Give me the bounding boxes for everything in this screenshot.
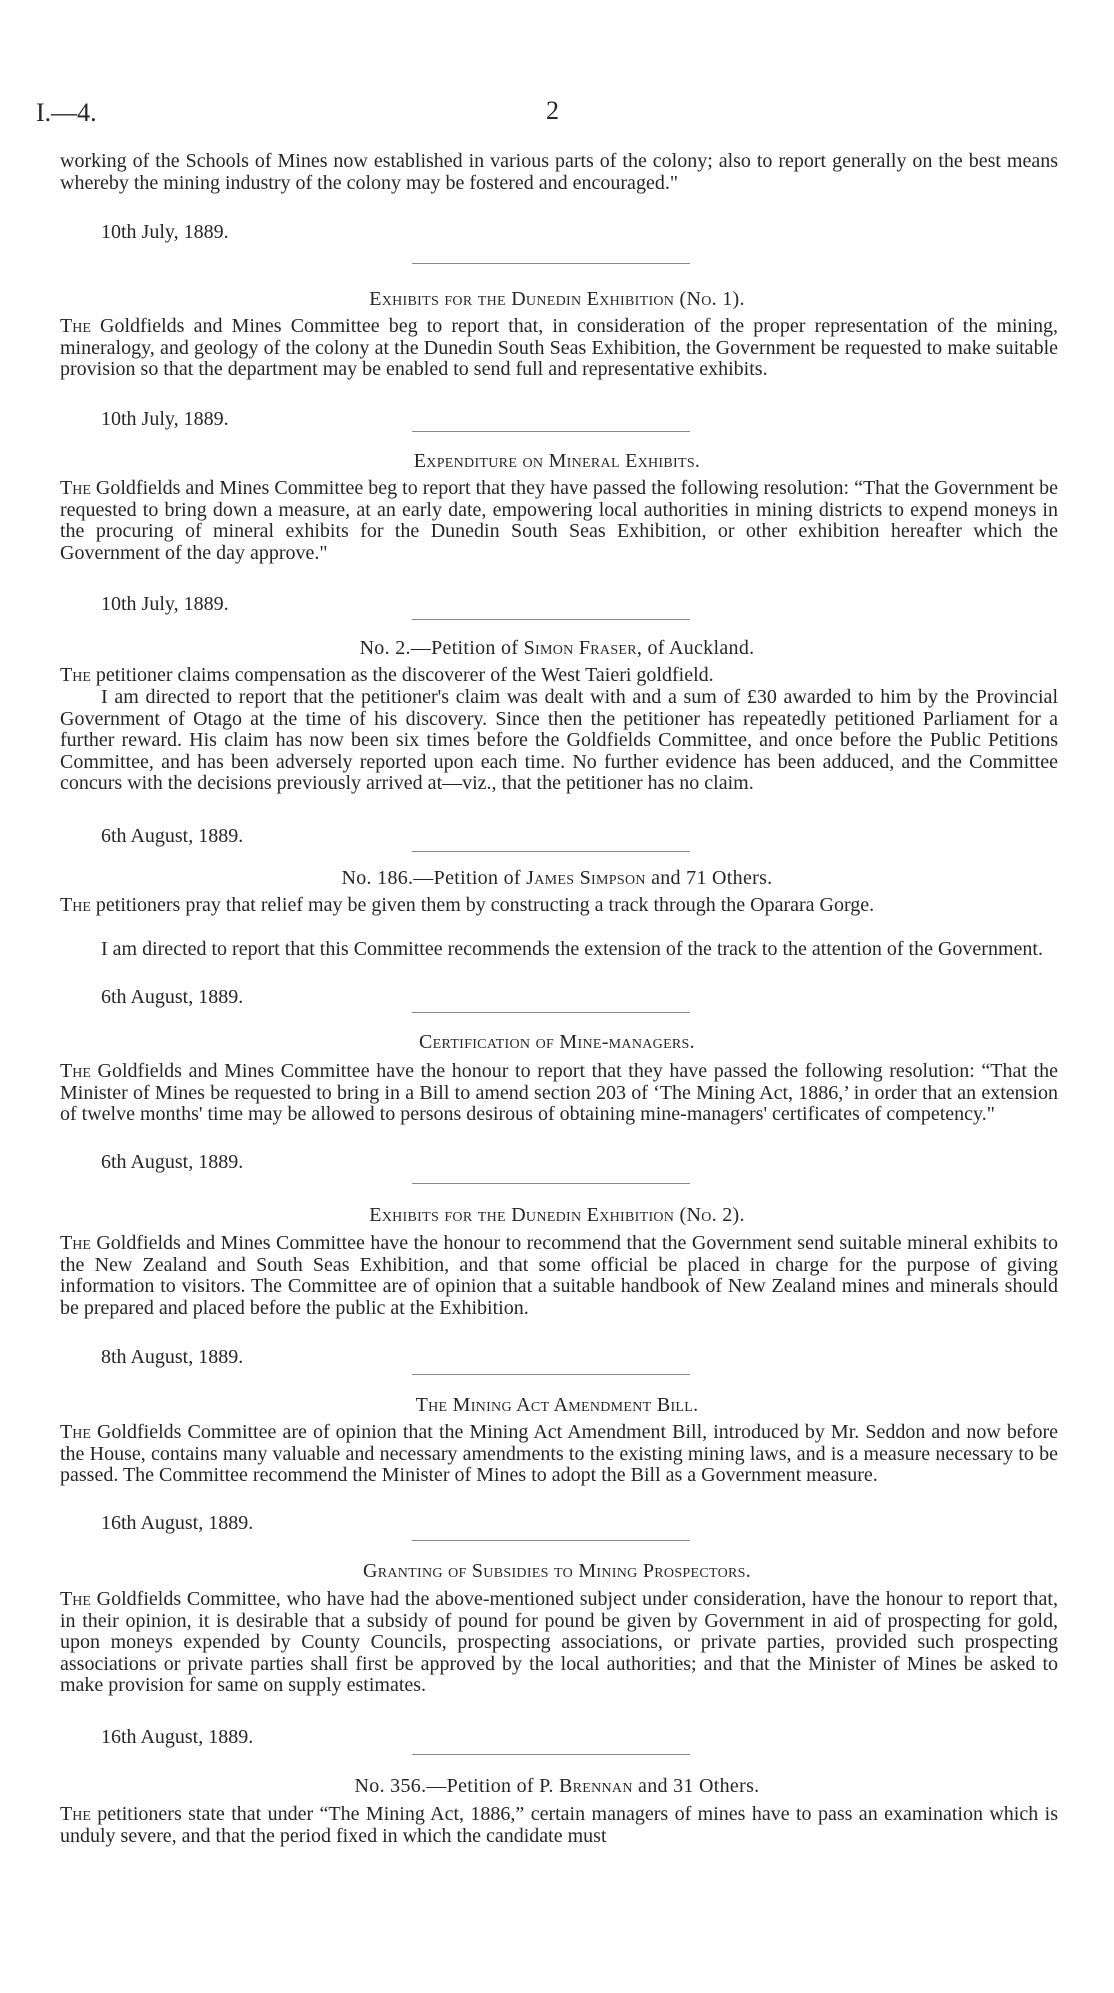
section-body-petition-fraser-1: The petitioner claims compensation as the discoverer of the West Taieri goldfield. (60, 664, 714, 686)
section-body-subsidies: The Goldfields Committee, who have had the above-mentioned subject under consideration, have the honour to report that, in their opinion, it is desirable that a subsidy of pound for pound be given by Government in aid of prospecting for gold, upon moneys expended by County Councils, prospecting associations, or private parties, provided such prospecting associations or private parties shall first be approved by the local authorities; and that the Minister of Mines be asked to make provision for same on supply estimates. (60, 1588, 1058, 1696)
divider (412, 1540, 690, 1541)
section-title-petition-brennan: No. 356.—Petition of P. Brennan and 31 Others. (354, 1775, 760, 1797)
section-body-expenditure: The Goldfields and Mines Committee beg to report that they have passed the following resolution: “That the Government be requested to bring down a measure, at an early date, empowering local authorities in mining districts to expend moneys in the procuring of mineral exhibits for the Dunedin South Seas Exhibition, or other exhibition hereafter which the Government of the day approve." (60, 477, 1058, 564)
divider (412, 619, 690, 620)
divider (412, 1183, 690, 1184)
divider (412, 1754, 690, 1755)
divider (412, 851, 690, 852)
section-title-mining-act: The Mining Act Amendment Bill. (415, 1394, 699, 1416)
section-title-exhibits-1: Exhibits for the Dunedin Exhibition (No. 1). (369, 288, 745, 310)
section-date-petition-simpson: 6th August, 1889. (101, 986, 244, 1008)
section-body-petition-simpson-2: I am directed to report that this Committee recommends the extension of the track to the attention of the Government. (101, 938, 1043, 960)
page-number: 2 (546, 96, 559, 125)
divider (412, 431, 690, 432)
section-date-petition-fraser: 6th August, 1889. (101, 825, 244, 847)
section-date-certification: 6th August, 1889. (101, 1151, 244, 1173)
section-date-subsidies: 16th August, 1889. (101, 1726, 254, 1748)
section-body-exhibits-2: The Goldfields and Mines Committee have the honour to recommend that the Government send suitable mineral exhibits to the New Zealand and South Seas Exhibition, and that some official be placed in charge for the purpose of giving information to visitors. The Committee are of opinion that a suitable handbook of New Zealand mines and minerals should be prepared and placed before the public at the Exhibition. (60, 1232, 1058, 1319)
section-title-exhibits-2: Exhibits for the Dunedin Exhibition (No. 2). (369, 1204, 745, 1226)
section-date-expenditure: 10th July, 1889. (101, 593, 229, 615)
section-title-petition-simpson: No. 186.—Petition of James Simpson and 71 Others. (341, 867, 773, 889)
section-title-subsidies: Granting of Subsidies to Mining Prospectors. (362, 1560, 752, 1582)
section-body-exhibits-1: The Goldfields and Mines Committee beg to report that, in consideration of the proper representation of the mining, mineralogy, and geology of the colony at the Dunedin South Seas Exhibition, the Government be requested to make suitable provision so that the department may be enabled to send full and representative exhibits. (60, 315, 1058, 380)
section-body-petition-fraser-2: I am directed to report that the petitioner's claim was dealt with and a sum of £30 awarded to him by the Provincial Government of Otago at the time of his discovery. Since then the petitioner has repeatedly petitioned Parliament for a further reward. His claim has now been six times before the Goldfields Committee, and once before the Public Petitions Committee, and has been adversely reported upon each time. No further evidence has been adduced, and the Committee concurs with the decisions previously arrived at—viz., that the petitioner has no claim. (60, 686, 1058, 794)
section-title-expenditure: Expenditure on Mineral Exhibits. (413, 450, 701, 472)
divider (412, 263, 690, 264)
section-body-certification: The Goldfields and Mines Committee have the honour to report that they have passed the following resolution: “That the Minister of Mines be requested to bring in a Bill to amend section 203 of ‘The Mining Act, 1886,’ in order that an extension of twelve months' time may be allowed to persons desirous of obtaining mine-managers' certificates of competency." (60, 1060, 1058, 1125)
section-body-petition-brennan: The petitioners state that under “The Mining Act, 1886,” certain managers of mines have to pass an examination which is unduly severe, and that the period fixed in which the candidate must (60, 1803, 1058, 1847)
series-code: I.—4. (36, 98, 97, 127)
divider (412, 1012, 690, 1013)
section-body-mining-act: The Goldfields Committee are of opinion that the Mining Act Amendment Bill, introduced by Mr. Seddon and now before the House, contains many valuable and necessary amendments to the existing mining laws, and is a measure necessary to be passed. The Committee recommend the Minister of Mines to adopt the Bill as a Government measure. (60, 1421, 1058, 1486)
section-title-petition-fraser: No. 2.—Petition of Simon Fraser, of Auckland. (359, 637, 755, 659)
section-title-certification: Certification of Mine-managers. (419, 1031, 695, 1053)
section-body-petition-simpson-1: The petitioners pray that relief may be given them by constructing a track through the Oparara Gorge. (60, 894, 875, 916)
section-date-exhibits-1: 10th July, 1889. (101, 408, 229, 430)
intro-date: 10th July, 1889. (101, 221, 229, 243)
divider (412, 1374, 690, 1375)
intro-paragraph: working of the Schools of Mines now established in various parts of the colony; also to report generally on the best means whereby the mining industry of the colony may be fostered and encouraged." (60, 150, 1058, 194)
section-date-mining-act: 16th August, 1889. (101, 1512, 254, 1534)
section-date-exhibits-2: 8th August, 1889. (101, 1346, 244, 1368)
